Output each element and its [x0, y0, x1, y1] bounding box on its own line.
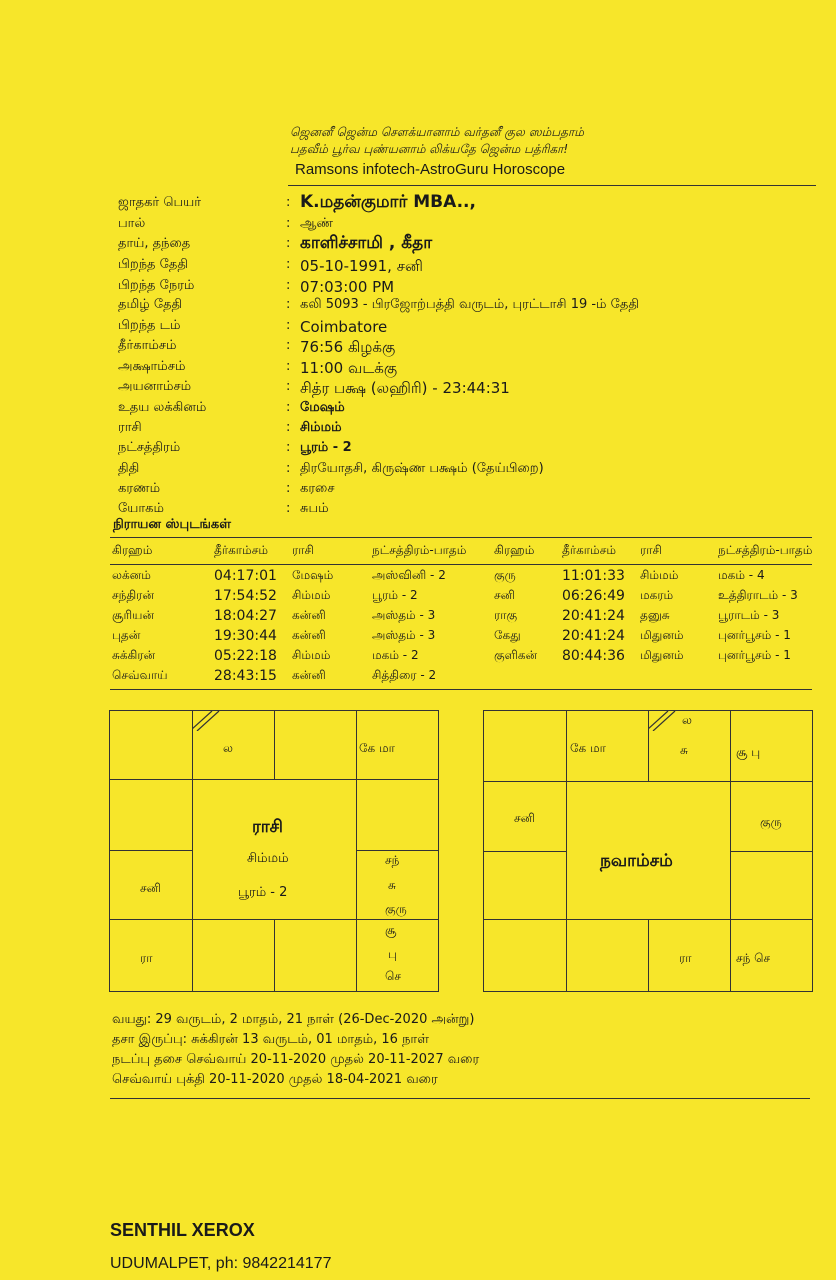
table-cell: 80:44:36	[562, 648, 625, 664]
detail-value: சுபம்	[300, 501, 329, 516]
planet-header-rule	[110, 564, 812, 565]
navamsa-house-2: கே மா	[570, 741, 606, 755]
table-cell: 20:41:24	[562, 608, 625, 624]
navamsa-house-5: குரு	[760, 815, 782, 829]
detail-colon: :	[286, 501, 291, 516]
detail-value: சிம்மம்	[300, 420, 342, 435]
table-cell: சூரியன்	[112, 608, 155, 622]
table-cell: புதன்	[112, 628, 141, 642]
table-cell: 05:22:18	[214, 648, 277, 664]
detail-label: ராசி	[118, 420, 142, 435]
detail-colon: :	[286, 195, 291, 210]
table-cell: தனுசு	[640, 608, 670, 622]
table-cell: லக்னம்	[112, 568, 151, 582]
detail-label: தீர்காம்சம்	[118, 338, 177, 353]
detail-colon: :	[286, 420, 291, 435]
navamsa-house-3b: சு	[680, 743, 688, 757]
detail-label: நட்சத்திரம்	[118, 440, 181, 455]
detail-value: கரசை	[300, 481, 335, 496]
table-cell: புனர்பூசம் - 1	[718, 648, 791, 662]
table-cell: சுக்கிரன்	[112, 648, 156, 662]
detail-value: கலி 5093 - பிரஜோற்பத்தி வருடம், புரட்டாசி 19 -ம் தேதி	[300, 297, 639, 312]
detail-colon: :	[286, 400, 291, 415]
table-cell: 19:30:44	[214, 628, 277, 644]
lagna-marker-icon	[192, 711, 222, 731]
detail-colon: :	[286, 461, 291, 476]
table-cell: 17:54:52	[214, 588, 277, 604]
table-header-cell: நட்சத்திரம்-பாதம்	[372, 543, 467, 557]
detail-value: 11:00 வடக்கு	[300, 359, 398, 377]
detail-colon: :	[286, 481, 291, 496]
table-header-cell: கிரஹம்	[494, 543, 535, 557]
table-cell: அஸ்வினி - 2	[372, 568, 446, 582]
shloka-line-2: பதவீம் பூர்வ புண்யனாம் லிக்யதே ஜென்ம பத்ரிகா!	[290, 142, 569, 156]
navamsa-chart	[483, 710, 813, 992]
detail-label: தமிழ் தேதி	[118, 297, 183, 312]
detail-value: ஆண்	[300, 216, 333, 231]
detail-value: திரயோதசி, கிருஷ்ண பக்ஷம் (தேய்பிறை)	[300, 461, 544, 476]
navamsa-house-12: சனி	[514, 811, 535, 825]
rasi-house-2: ல	[223, 741, 233, 755]
table-cell: மிதுனம்	[640, 628, 684, 642]
table-cell: 18:04:27	[214, 608, 277, 624]
table-cell: கன்னி	[292, 608, 326, 622]
detail-colon: :	[286, 338, 291, 353]
rasi-house-6c: குரு	[385, 902, 407, 916]
detail-label: தாய், தந்தை	[118, 236, 191, 251]
table-cell: மகம் - 4	[718, 568, 765, 582]
detail-label: யோகம்	[118, 501, 164, 516]
table-cell: கேது	[494, 628, 521, 642]
detail-label: கரணம்	[118, 481, 161, 496]
table-header-cell: ராசி	[292, 543, 314, 557]
table-cell: அஸ்தம் - 3	[372, 608, 436, 622]
detail-value: மேஷம்	[300, 400, 345, 415]
table-cell: குரு	[494, 568, 516, 582]
rasi-chart-sign: சிம்மம்	[247, 851, 289, 866]
rasi-chart	[109, 710, 439, 992]
table-cell: 28:43:15	[214, 668, 277, 684]
table-cell: சிம்மம்	[292, 648, 331, 662]
footer-rule	[110, 1098, 810, 1099]
navamsa-house-3a: ல	[682, 713, 692, 727]
detail-value: 76:56 கிழக்கு	[300, 338, 396, 356]
detail-value: பூரம் - 2	[300, 440, 352, 455]
detail-label: பிறந்த தேதி	[118, 257, 188, 272]
navamsa-lagna-marker-icon	[648, 711, 678, 731]
detail-colon: :	[286, 379, 291, 394]
detail-value: 05-10-1991, சனி	[300, 257, 423, 275]
planet-table-top-rule	[110, 537, 812, 538]
detail-label: பிறந்த நேரம்	[118, 278, 195, 293]
detail-colon: :	[286, 236, 291, 251]
rasi-house-6a: சந்	[385, 853, 400, 867]
table-cell: சந்திரன்	[112, 588, 155, 602]
table-header-cell: தீர்காம்சம்	[562, 543, 616, 557]
rasi-house-6b: சு	[388, 878, 396, 892]
detail-label: அயனாம்சம்	[118, 379, 192, 394]
detail-colon: :	[286, 440, 291, 455]
age-line: வயது: 29 வருடம், 2 மாதம், 21 நாள் (26-Dec-2020 அன்று)	[112, 1012, 475, 1027]
rasi-house-9: ரா	[140, 951, 153, 965]
detail-value: 07:03:00 PM	[300, 278, 395, 296]
rasi-chart-star: பூரம் - 2	[238, 885, 288, 900]
dasa-balance-line: தசா இருப்பு: சுக்கிரன் 13 வருடம், 01 மாதம், 16 நாள்	[112, 1032, 429, 1047]
table-cell: அஸ்தம் - 3	[372, 628, 436, 642]
detail-label: பிறந்த டம்	[118, 318, 181, 333]
table-header-cell: கிரஹம்	[112, 543, 153, 557]
table-header-cell: நட்சத்திரம்-பாதம்	[718, 543, 813, 557]
table-cell: சிம்மம்	[640, 568, 679, 582]
table-cell: 11:01:33	[562, 568, 625, 584]
detail-value: K.மதன்குமார் MBA..,	[300, 192, 476, 212]
detail-colon: :	[286, 257, 291, 272]
detail-colon: :	[286, 359, 291, 374]
table-cell: சித்திரை - 2	[372, 668, 437, 682]
table-cell: மேஷம்	[292, 568, 334, 582]
rasi-house-4: கே மா	[359, 741, 395, 755]
table-cell: மகரம்	[640, 588, 674, 602]
rasi-house-7b: பு	[388, 947, 397, 961]
table-cell: மகம் - 2	[372, 648, 419, 662]
detail-label: திதி	[118, 461, 140, 476]
table-cell: சனி	[494, 588, 515, 602]
navamsa-house-7: சந் செ	[736, 951, 771, 965]
header-divider	[288, 185, 816, 186]
table-cell: 06:26:49	[562, 588, 625, 604]
table-cell: உத்திராடம் - 3	[718, 588, 798, 602]
detail-label: உதய லக்கினம்	[118, 400, 207, 415]
detail-colon: :	[286, 297, 291, 312]
rasi-chart-title: ராசி	[252, 817, 283, 837]
table-cell: கன்னி	[292, 668, 326, 682]
table-cell: 04:17:01	[214, 568, 277, 584]
detail-colon: :	[286, 278, 291, 293]
shop-name: SENTHIL XEROX	[110, 1220, 255, 1240]
detail-value: சித்ர பக்ஷ (லஹிரி) - 23:44:31	[300, 379, 510, 397]
table-cell: ராகு	[494, 608, 518, 622]
navamsa-chart-title: நவாம்சம்	[600, 851, 673, 871]
table-cell: புனர்பூசம் - 1	[718, 628, 791, 642]
table-cell: பூராடம் - 3	[718, 608, 780, 622]
table-cell: 20:41:24	[562, 628, 625, 644]
current-bhukti-line: செவ்வாய் புக்தி 20-11-2020 முதல் 18-04-2021 வரை	[112, 1072, 438, 1087]
detail-label: அக்ஷாம்சம்	[118, 359, 186, 374]
brand-title: Ramsons infotech-AstroGuru Horoscope	[295, 161, 566, 178]
table-header-cell: ராசி	[640, 543, 662, 557]
detail-value: காளிச்சாமி , கீதா	[300, 233, 433, 253]
navamsa-house-4: சூ பு	[736, 745, 761, 759]
current-dasa-line: நடப்பு தசை செவ்வாய் 20-11-2020 முதல் 20-11-2027 வரை	[112, 1052, 480, 1067]
table-cell: பூரம் - 2	[372, 588, 418, 602]
table-cell: மிதுனம்	[640, 648, 684, 662]
rasi-house-12: சனி	[140, 881, 161, 895]
detail-label: ஜாதகர் பெயர்	[118, 195, 202, 210]
detail-colon: :	[286, 318, 291, 333]
table-cell: கன்னி	[292, 628, 326, 642]
navamsa-house-8: ரா	[679, 951, 692, 965]
table-cell: செவ்வாய்	[112, 668, 168, 682]
shloka-line-1: ஜெனனீ ஜென்ம சௌக்யானாம் வர்தனீ குல ஸம்பதாம்	[290, 125, 584, 139]
table-header-cell: தீர்காம்சம்	[214, 543, 268, 557]
detail-colon: :	[286, 216, 291, 231]
planet-table-bottom-rule	[110, 689, 812, 690]
detail-value: Coimbatore	[300, 318, 388, 336]
planet-section-title: நிராயன ஸ்புடங்கள்	[113, 517, 231, 532]
table-cell: சிம்மம்	[292, 588, 331, 602]
shop-address: UDUMALPET, ph: 9842214177	[110, 1255, 332, 1272]
table-cell: குளிகன்	[494, 648, 538, 662]
rasi-house-7c: செ	[385, 969, 401, 983]
rasi-house-7a: சூ	[385, 923, 397, 937]
detail-label: பால்	[118, 216, 146, 231]
